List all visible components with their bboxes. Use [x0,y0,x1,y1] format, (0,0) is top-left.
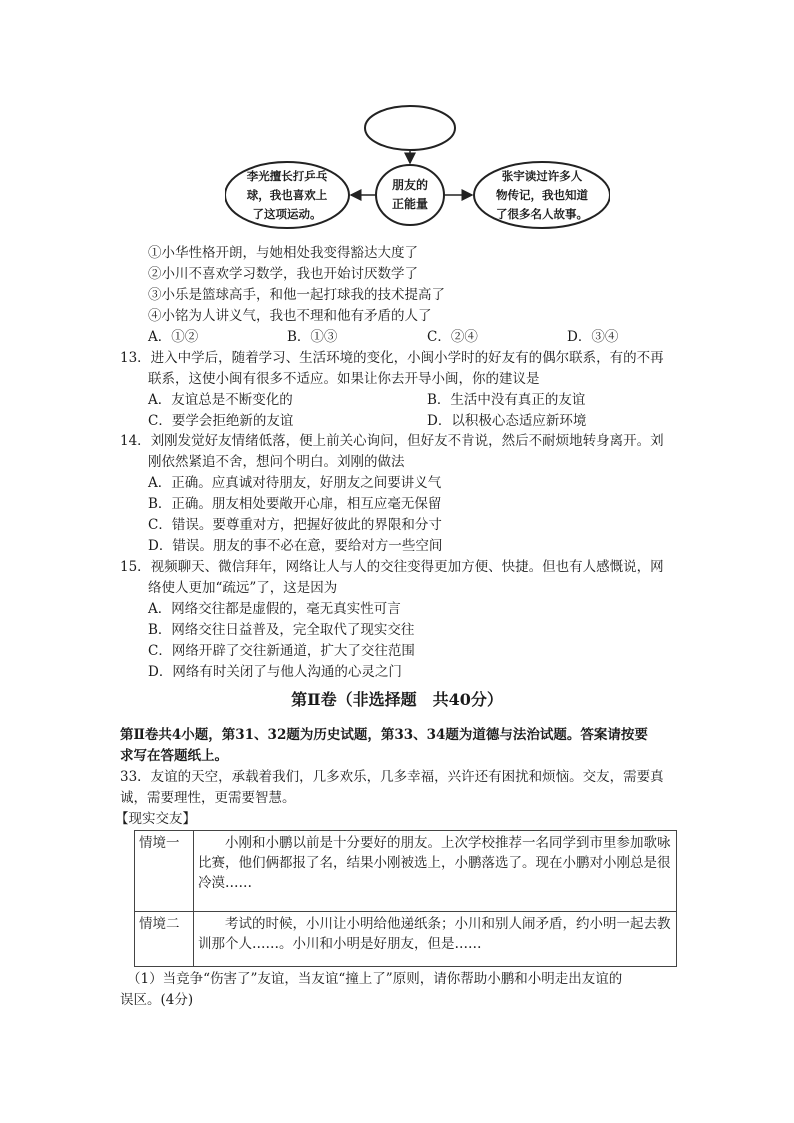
q13-stem-line-1: 13．进入中学后，随着学习、生活环境的变化，小闽小学时的好友有的偶尔联系，有的不再 [120,350,664,366]
q12-option-d: D．③④ [567,329,619,345]
q12-statement-4: ④小铭为人讲义气，我也不理和他有矛盾的人了 [148,308,432,324]
q12-statement-2: ②小川不喜欢学习数学，我也开始讨厌数学了 [148,266,418,282]
scenario-table [134,830,677,967]
q13-option-d: D．以积极心态适应新环境 [427,413,587,429]
q12-option-a: A．①② [148,329,199,345]
left-line-3: 了这项运动。 [252,207,322,221]
right-text [477,167,607,224]
right-line-1: 张宇读过许多人 [501,169,583,183]
table-row [135,912,677,967]
left-line-1: 李光擅长打乒乓 [246,169,328,183]
q12-statement-1: ①小华性格开朗，与她相处我变得豁达大度了 [148,245,418,261]
q14-option-b: B．正确。朋友相处要敞开心扉，相互应毫无保留 [148,496,442,512]
scenario-2-label: 情境二 [135,912,194,967]
center-line-2: 正能量 [391,197,428,211]
q12-option-b: B．①③ [287,329,338,345]
q33-sub1-line-1: （1）当竞争“伤害了”友谊，当友谊“撞上了”原则，请你帮助小鹏和小明走出友谊的 [127,971,623,987]
q14-stem-line-2: 刚依然紧追不舍，想问个明白。刘刚的做法 [148,454,405,470]
top-empty-ellipse [365,106,455,150]
q15-stem-line-1: 15．视频聊天、微信拜年，网络让人与人的交往变得更加方便、快捷。但也有人感慨说，网 [120,559,664,575]
q15-option-c: C．网络开辟了交往新通道，扩大了交往范围 [148,643,415,659]
q13-option-a: A．友谊总是不断变化的 [148,392,293,408]
q14-option-a: A．正确。应真诚对待朋友，好朋友之间要讲义气 [148,475,442,491]
scenario-2-text: 考试的时候，小川让小明给他递纸条；小川和别人闹矛盾，约小明一起去教训那个人……。小川和小明是好朋友，但是…… [194,912,677,967]
q14-stem-line-1: 14．刘刚发觉好友情绪低落，便上前关心询问，但好友不肯说，然后不耐烦地转身离开。刘 [120,433,664,449]
q33-stem-line-2: 诚，需要理性，更需要智慧。 [120,790,296,806]
left-text [231,167,343,224]
section-ii-title: 第Ⅱ卷（非选择题 共40分） [291,690,503,709]
right-line-3: 了很多名人故事。 [496,207,588,221]
q15-stem-line-2: 络使人更加“疏远”了，这是因为 [148,580,338,596]
q33-sub1-line-2: 误区。(4分) [120,992,194,1008]
left-line-2: 球，我也喜欢上 [246,188,328,202]
q15-option-b: B．网络交往日益普及，完全取代了现实交往 [148,622,415,638]
table-row [135,831,677,912]
q12-option-c: C．②④ [427,329,478,345]
q33-stem-line-1: 33．友谊的天空，承载着我们，几多欢乐，几多幸福，兴许还有困扰和烦恼。交友，需要真 [120,769,664,785]
center-text [380,176,440,214]
scenario-1-text: 小刚和小鹏以前是十分要好的朋友。上次学校推荐一名同学到市里参加歌咏比赛，他们俩都报了名，结果小刚被选上，小鹏落选了。现在小鹏对小刚总是很冷漠…… [194,831,677,912]
scenario-1-label: 情境一 [135,831,194,912]
q33-tag: 【现实交友】 [115,811,196,827]
q13-option-b: B．生活中没有真正的友谊 [427,392,586,408]
friendship-diagram [225,103,610,238]
q15-option-a: A．网络交往都是虚假的，毫无真实性可言 [148,601,401,617]
q13-stem-line-2: 联系，这使小闽有很多不适应。如果让你去开导小闽，你的建议是 [148,371,540,387]
q14-option-c: C．错误。要尊重对方，把握好彼此的界限和分寸 [148,517,442,533]
q14-option-d: D．错误。朋友的事不必在意，要给对方一些空间 [148,538,443,554]
section-note-line-2: 求写在答题纸上。 [120,748,228,764]
center-line-1: 朋友的 [391,178,428,192]
section-note-line-1: 第Ⅱ卷共4小题，第31、32题为历史试题，第33、34题为道德与法治试题。答案请按要 [120,727,648,743]
q15-option-d: D．网络有时关闭了与他人沟通的心灵之门 [148,664,402,680]
right-line-2: 物传记，我也知道 [496,188,588,202]
q12-statement-3: ③小乐是篮球高手，和他一起打球我的技术提高了 [148,287,445,303]
q13-option-c: C．要学会拒绝新的友谊 [148,413,294,429]
